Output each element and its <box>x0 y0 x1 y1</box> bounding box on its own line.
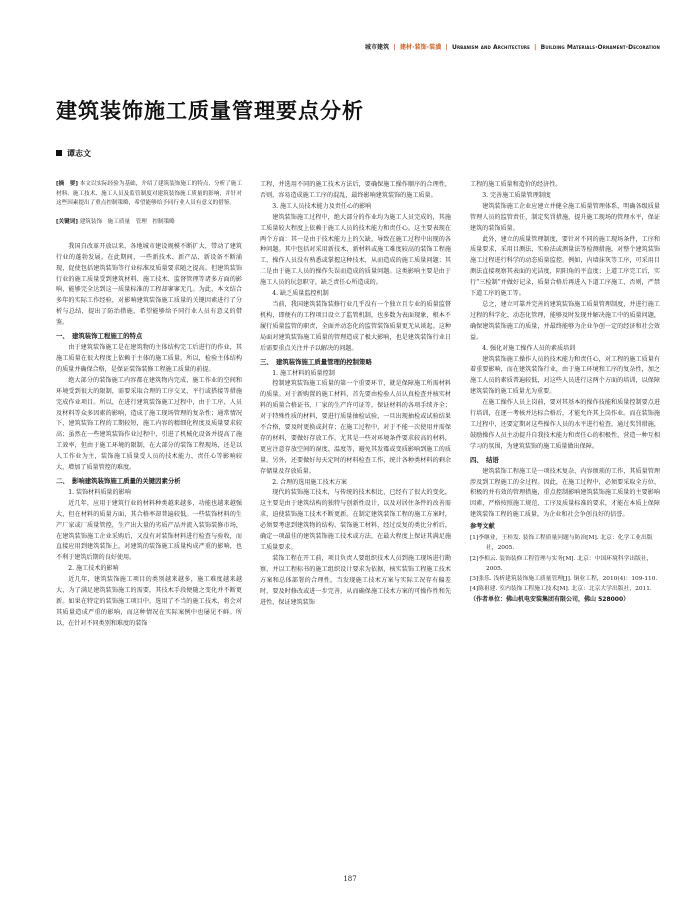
paragraph: 工程的施工质量和造价的经济性。 <box>470 181 562 188</box>
subsection-heading: 4. 缺乏质量监控机制 <box>272 290 329 298</box>
keywords-label: [关键词] <box>56 219 78 226</box>
header-divider: | <box>534 44 537 51</box>
column-3 <box>470 180 660 606</box>
subsection-heading: 3. 施工人员技术能力及责任心的影响 <box>272 202 372 210</box>
header-divider: | <box>445 44 448 51</box>
section-heading: 三、 建筑装饰施工质量管理的控制策略 <box>260 357 372 366</box>
column-2 <box>260 180 451 608</box>
paragraph: 现代的装饰施工技术，与传统的技术相比，已经有了很大的变化，这主要是由于建筑结构的独特与创新性设计，以及对居住条件的改善需求，迫使装饰施工技术不断更新。在制定建筑装饰工程的施工方案时，必须要考虑到建筑物的结构、装饰施工材料，经过反复的类比分析后，确定一项最佳的建筑装饰施工技术或方法，在最大程度上保证其满足施工质量要求。 <box>260 489 451 551</box>
abstract <box>56 180 242 209</box>
running-header <box>365 42 660 51</box>
subsection-heading: 2. 合理的选用施工技术方案 <box>272 478 347 486</box>
author-affiliation: （作者单位：佛山机电安装集团有限公司，佛山 528000） <box>470 596 630 604</box>
paragraph: 由于建筑装饰施工是在建筑物的主体结构完工后进行的作业，其施工质量在很大程度上依赖于主体的施工质量。所以，检验主体结构的质量并确保合格，是保证装饰装修工程施工质量的前提。 <box>56 344 242 373</box>
header-section: 城市建筑 <box>364 44 390 51</box>
subsection-heading: 1. 施工材料的质量控制 <box>272 369 335 377</box>
subsection-heading: 3. 完善施工质量管理制度 <box>482 191 551 199</box>
references-heading: 参考文献 <box>470 523 495 531</box>
paragraph: 工程，并选用不同的施工技术方法后，要确保施工操作顺序的合理性，否则，容易造成施工工序的混乱，最终影响建筑装饰的施工质量。 <box>260 181 451 199</box>
paragraph: 近几年，建筑装饰施工项目的类别越来越多，施工难度越来越大，为了满足建筑装饰施工的需要，其技术手段便随之变化并不断更新。如果在特定的装饰施工项目中，选用了不当的施工技术，将会对其质量造成严重的影响，而这种情况在实际案例中也屡见不鲜。所以，在针对不同类别和难度的装饰 <box>56 576 242 627</box>
header-subsection: 建材·装饰·装潢 <box>399 44 442 51</box>
reference-item: [2]李相云. 装饰装修工程管理与实务[M]. 北京：中国环境科学出版社，2005. <box>470 555 653 572</box>
section-heading: 一、 建筑装饰工程施工的特点 <box>56 332 143 341</box>
paragraph: 绝大部分的装饰施工内容都在建筑物内完成，施工作业的空间和环境受到很大的限制，需要采取合理的工序交叉、平行或搭接等措施完成作业项目。所以，在进行建筑装饰施工过程中，由于工序、人员及材料等众多因素的影响，造成了施工现场管理的复杂性；通常情况下，建筑装饰工程的工期较短，施工内容的精细化程度及质量要求较高；虽然在一些建筑装饰作业过程中，引进了机械化设备并提高了施工效率，但由于施工环境的限制，在大部分的装饰工程现场，还是以人工作业为主，装饰施工质量受人员的技术能力、责任心等影响较大，增加了质量管控的难度。 <box>56 376 242 472</box>
author-line <box>56 148 91 159</box>
header-english-2: Building Materials·Ornament·Decoration <box>540 44 660 51</box>
abstract-text: 本文以实际经验为基础，介绍了建筑装饰施工的特点，分析了施工材料、施工技术、施工人员及监管制度对建筑装饰施工质量的影响，并针对这些因素提出了重点控制策略，希望能够给予同行业人员有意义的借鉴。 <box>56 181 242 207</box>
paragraph: 建筑装饰施工操作人员的技术能力和责任心，对工程的施工质量有着重要影响，而在建筑装饰行业，由于施工环境和工序的复杂性，加之施工人员的素质普遍较低，对这些人员进行这两个方面的培训，以保障建筑装饰的施工质量尤为重要。 <box>470 355 660 396</box>
paragraph: 我国自改革开放以来，各地城市建设规模不断扩大，带动了建筑行业的蓬勃发展。在此期间，一些新技术、新产品、新设备不断涌现，促使包括建筑装饰等行业标准及质量要求随之提高。但建筑装饰行业的施工质量受到建筑材料、施工技术、监督管理等诸多方面的影响，能够完全达到这一质量标准的工程却寥寥无几。为此，本文结合多年的实际工作经验，对影响建筑装饰施工质量的关键因素进行了分析与总结，提出了防治措施，希望能够给予同行业人员有意义的借鉴。 <box>56 242 242 327</box>
header-english-1: Urbanism and Architecture <box>452 44 530 51</box>
paragraph: 在施工操作人员上岗前，要对其基本的操作技能和质量控制要点进行培训，在逐一考核并达标合格后，才能允许其上岗作业。而在装饰施工过程中，还要定期对这些操作人员的水平进行检查，通过奖罚措施，鼓励操作人员主动提升自我技术能力和责任心的积极性，营造一种互相学习的氛围，为建筑装饰的施工质量做出保障。 <box>470 399 660 450</box>
subsection-heading: 1. 装饰材料质量的影响 <box>68 488 131 496</box>
reference-item: [1]李继业，王桂发. 装饰工程质量问题与防治[M]. 北京：化学工业出版社，2005. <box>470 535 653 552</box>
reference-item: [4]陈祖建. 室内装饰工程施工技术[M]. 北京：北京大学出版社，2011. <box>470 586 652 593</box>
keywords <box>56 218 242 228</box>
square-bullet-icon <box>56 150 62 156</box>
page-number: 187 <box>343 875 357 883</box>
paragraph: 装饰工程在开工前，项目负责人要组织技术人员到施工现场进行勘察，并以工程标书的施工组织设计要求为依据，核实装饰工程施工技术方案和总体部署的合理性。当发现施工技术方案与实际工况存有偏差时，要及时修改或进一步完善，从而确保施工技术方案的可操作性和先进性，保证建筑装饰 <box>260 554 451 606</box>
paragraph: 近几年，应用于建筑行业的材料种类越来越多，功能也越来越强大，但在材料的质量方面，其合格率却普遍较低。一些装饰材料的生产厂家或厂质量管控，生产出大量的劣质产品并流入装饰装修市场，在建筑装饰施工企业采购后，又没有对装饰材料进行检查与验收，而直接应用到建筑装饰上，对建筑的装饰施工质量构成严重的影响，也不利于建筑后期的良好使用。 <box>56 499 242 562</box>
abstract-label: [摘 要] <box>56 181 78 187</box>
paragraph: 建筑装饰施工企业应建立并健全施工质量管理体系，明确各级质量管理人员的监管责任，制定奖罚措施，提升施工现场的管理水平，保证建筑的装饰质量。 <box>470 202 660 232</box>
paragraph: 建筑装饰工程施工是一项技术复杂、内容烦琐的工作，其质量管理涉及到工程施工的全过程。因此，在施工过程中，必须要采取全方位、积极的并有效的管理措施，重点控制影响建筑装饰施工质量的主要影响因素，严格按照施工规范、工序及质量标准的要求，才能在本质上保障建筑装饰工程的施工质量，为企业和社会争创良好的信誉。 <box>470 467 660 519</box>
column-1 <box>56 180 242 630</box>
subsection-heading: 2. 施工技术的影响 <box>68 565 119 573</box>
paragraph: 控制建筑装饰施工质量的第一个重要环节，就是保障施工所需材料的质量。对于新购置的施工材料，首先要由检验人员认真检查并核实材料的质量合格证书、厂家的生产许可证等，保证材料的各项手续齐全；对于特殊性质的材料，要进行质量抽检试验，一旦出现抽检或试验结果不合格，要及时更换或封存；在施工过程中，对于不能一次使用并需保存的材料，要做好存放工作。尤其是一些对环境条件要求较高的材料，更应注意存放空间的湿度、温度等，避免其发霉或变质影响到施工的质量。另外，还要做好每天定时的材料检查工作，统计各种类材料的剩余存储量及存放质量。 <box>260 380 451 475</box>
subsection-heading: 4. 强化对施工操作人员的素质培训 <box>482 344 576 352</box>
paragraph: 当前，我国建筑装饰装修行业几乎没有一个独立且专业的质量监督机构，即便有的工程项目设立了监管机制，也多数为表面现象，根本不履行质量监管的职责，全面并动态化的监管装饰质量更无从谈起。这种局面对建筑装饰施工质量的管理造成了极大影响，也是建筑装饰行业日后需要重点关注并予以解决的问题。 <box>260 300 451 352</box>
keywords-text: 建筑装饰 施工质量 管理 控制策略 <box>79 219 175 226</box>
paragraph: 此外，建立的质量管理制度，要针对不同的施工现场条件，工序和质量要求，采用目测法、实验法或测量法等检测措施，对整个建筑装饰施工过程进行科学的动态质量监控。例如，内墙抹灰等工序，可采用目测法直接观察其表面的光洁度，阴阳角的平直度；上道工序完工后，实行“三检制”并做好记录，质量合格后再进入下道工序施工，否则，严禁下道工序的施工等。 <box>470 235 660 298</box>
paragraph: 总之，建立可靠并完善的建筑装饰施工质量管理制度，并进行施工过程的科学化、动态化管理，能够及时发现并解决施工中的质量问题，确保建筑装饰施工的质量，并最终能够为企业争创一定的经济和社会效益。 <box>470 300 660 341</box>
author-name: 谭志文 <box>67 149 91 158</box>
section-heading: 四、 结语 <box>470 455 499 464</box>
section-heading: 二、 影响建筑装饰施工质量的关键因素分析 <box>56 476 181 485</box>
header-divider: | <box>393 44 396 51</box>
reference-item: [3]张乐. 浅析建筑装饰施工质量管理[J]. 铜业工程，2010(4)：109-110. <box>470 575 658 582</box>
article-title: 建筑装饰施工质量管理要点分析 <box>56 99 364 123</box>
paragraph: 建筑装饰施工过程中，绝大部分的作业均为施工人员完成的，其施工质量较大程度上依赖于施工人员的技术能力和责任心。这主要表现在两个方面：其一是由于技术能力上的欠缺，导致在施工过程中出现的各种问题。其中包括对采用新技术、新材料或施工难度较高的装饰工程施工，操作人员没有熟悉或掌握这种技术，从而造成的施工质量问题；其二是由于施工人员的操作失误而造成的质量问题。这类影响主要是由于施工人员的玩忽职守，缺乏责任心所造成的。 <box>260 213 451 287</box>
